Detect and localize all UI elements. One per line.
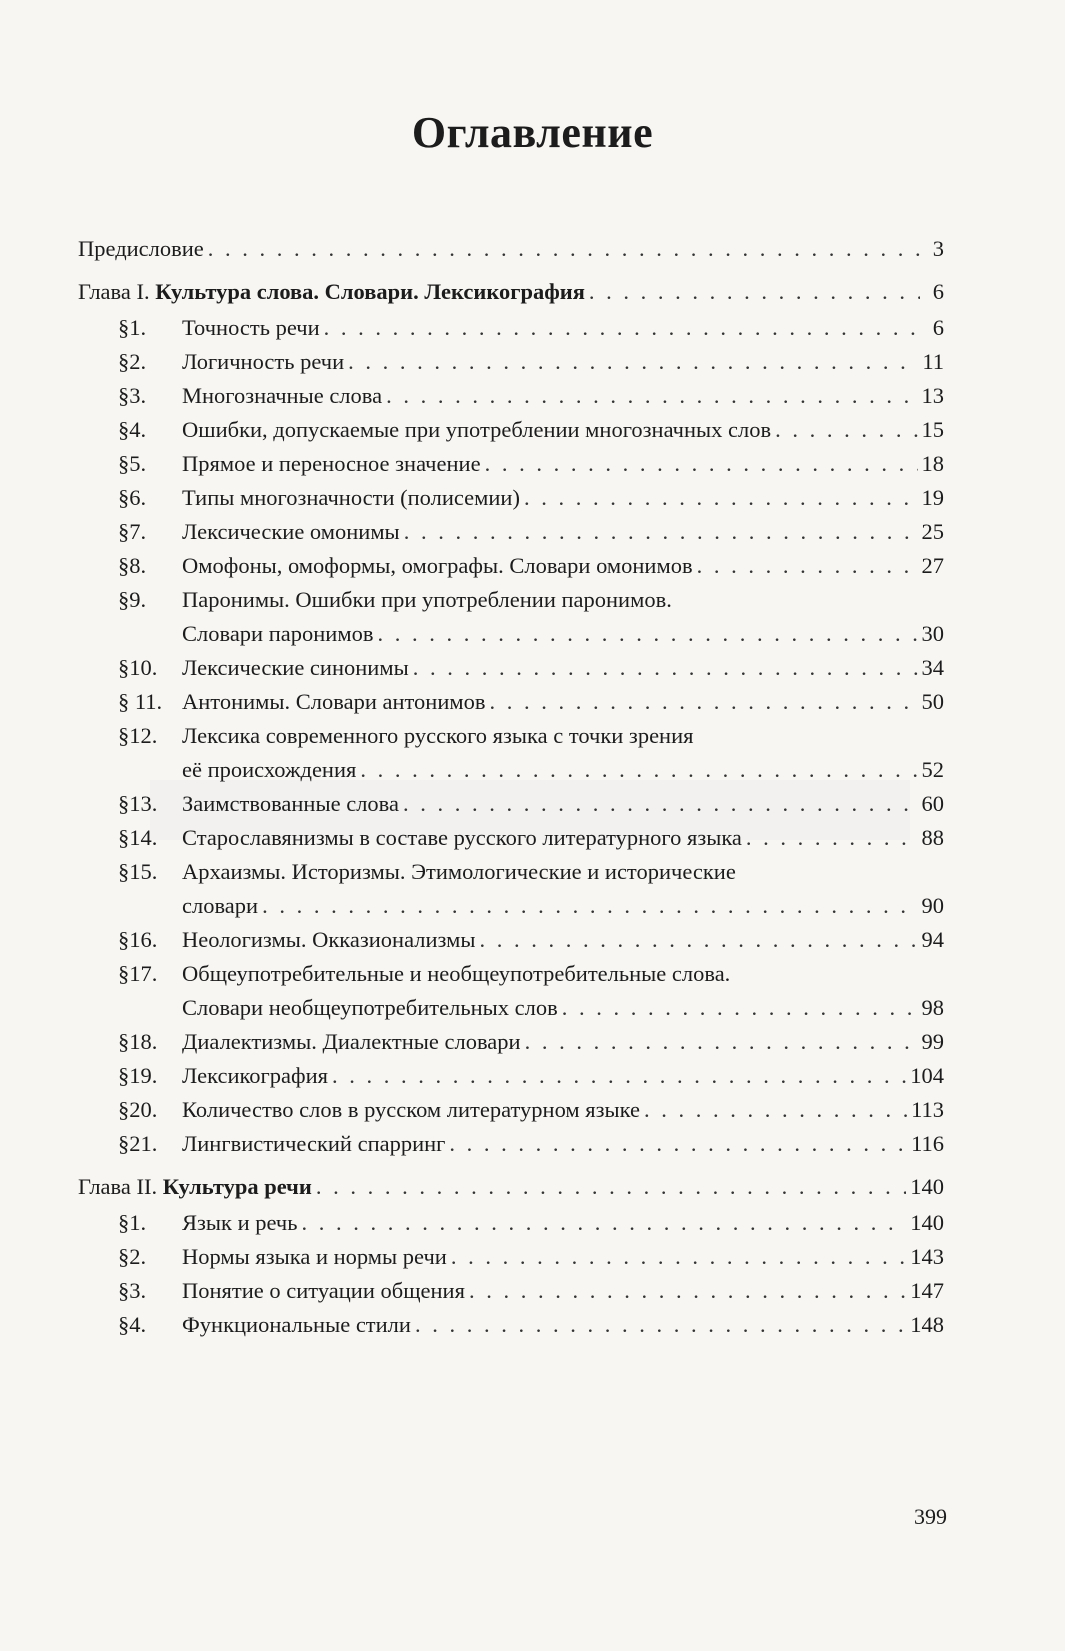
dot-leader — [589, 275, 920, 309]
section-label: Типы многозначности (полисемии) — [182, 485, 520, 510]
toc-section-row — [78, 413, 944, 447]
toc-section-row — [78, 311, 944, 345]
entry-page-number: 25 — [921, 519, 944, 544]
entry-page-number: 148 — [910, 1312, 944, 1337]
toc-section-row — [78, 855, 944, 889]
section-number: §1. — [118, 315, 147, 340]
entry-page-number: 11 — [922, 349, 944, 374]
toc-section-row — [78, 1025, 944, 1059]
chapter-prefix: Глава II. — [78, 1174, 163, 1199]
entry-page-number: 30 — [921, 621, 944, 646]
toc-section-row — [78, 821, 944, 855]
section-number: §20. — [118, 1097, 158, 1122]
section-label: Заимствованные слова — [182, 791, 399, 816]
section-number: §21. — [118, 1131, 158, 1156]
toc-section-row — [78, 685, 944, 719]
section-number: §8. — [118, 553, 147, 578]
dot-leader — [479, 923, 917, 957]
section-number: §14. — [118, 825, 158, 850]
toc-section-row — [78, 1206, 944, 1240]
section-number: §4. — [118, 1312, 147, 1337]
entry-page-number: 98 — [921, 995, 944, 1020]
entry-page-number: 15 — [921, 417, 944, 442]
entry-page-number: 13 — [921, 383, 944, 408]
section-label-continued: словари — [182, 893, 259, 918]
page-number: 399 — [914, 1504, 947, 1529]
section-number: §1. — [118, 1210, 147, 1235]
section-number: §2. — [118, 1244, 147, 1269]
section-label: Прямое и переносное значение — [182, 451, 481, 476]
section-number: §19. — [118, 1063, 158, 1088]
entry-page-number: 3 — [932, 236, 944, 261]
dot-leader — [413, 651, 918, 685]
section-label: Лексические омонимы — [182, 519, 400, 544]
section-number: §13. — [118, 791, 158, 816]
dot-leader — [348, 345, 918, 379]
section-label: Лексикография — [182, 1063, 328, 1088]
section-number: §3. — [118, 383, 147, 408]
toc-section-row — [78, 447, 944, 481]
toc-section-row — [78, 549, 944, 583]
section-number: § 11. — [118, 689, 163, 714]
section-label: Понятие о ситуации общения — [182, 1278, 465, 1303]
section-label: Логичность речи — [182, 349, 345, 374]
section-label: Язык и речь — [182, 1210, 298, 1235]
section-label: Ошибки, допускаемые при употреблении многозначных слов — [182, 417, 772, 442]
entry-page-number: 18 — [921, 451, 944, 476]
section-number: §6. — [118, 485, 147, 510]
dot-leader — [449, 1127, 907, 1161]
dot-leader — [469, 1274, 906, 1308]
dot-leader — [451, 1240, 906, 1274]
section-number: §3. — [118, 1278, 147, 1303]
section-number: §16. — [118, 927, 158, 952]
section-label: Многозначные слова — [182, 383, 383, 408]
page-title: Оглавление — [411, 108, 654, 157]
entry-page-number: 6 — [932, 315, 944, 340]
entry-page-number: 90 — [921, 893, 944, 918]
section-number: §17. — [118, 961, 158, 986]
dot-leader — [562, 991, 918, 1025]
entry-page-number: 140 — [910, 1174, 944, 1199]
toc-chapter-row — [78, 1170, 944, 1204]
entry-page-number: 19 — [921, 485, 944, 510]
section-label: Лингвистический спарринг — [182, 1131, 446, 1156]
section-label: Лексические синонимы — [182, 655, 409, 680]
section-label: Старославянизмы в составе русского литературного языка — [182, 825, 742, 850]
toc-section-row — [78, 719, 944, 753]
table-of-contents — [78, 232, 944, 1342]
toc-section-row — [78, 923, 944, 957]
chapter-label — [78, 1170, 312, 1204]
dot-leader — [525, 1025, 918, 1059]
toc-section-row — [78, 1240, 944, 1274]
section-number: §12. — [118, 723, 158, 748]
entry-page-number: 99 — [921, 1029, 944, 1054]
toc-section-row — [78, 1059, 944, 1093]
toc-front-row — [78, 232, 944, 266]
section-label-continued: Словари паронимов — [182, 621, 374, 646]
dot-leader — [746, 821, 918, 855]
entry-page-number: 116 — [911, 1131, 944, 1156]
section-number: §2. — [118, 349, 147, 374]
section-number: §7. — [118, 519, 147, 544]
section-label: Лексика современного русского языка с точки зрения — [182, 723, 694, 748]
entry-page-number: 147 — [910, 1278, 944, 1303]
entry-page-number: 52 — [921, 757, 944, 782]
entry-page-number: 140 — [910, 1210, 944, 1235]
dot-leader — [332, 1059, 906, 1093]
entry-label: Предисловие — [78, 236, 204, 261]
entry-page-number: 6 — [932, 279, 944, 304]
dot-leader — [485, 447, 918, 481]
entry-page-number: 50 — [921, 689, 944, 714]
toc-section-row — [78, 583, 944, 617]
chapter-title: Культура слова. Словари. Лексикография — [155, 279, 585, 304]
dot-leader — [386, 379, 917, 413]
entry-page-number: 94 — [921, 927, 944, 952]
chapter-title: Культура речи — [162, 1174, 312, 1199]
toc-section-continuation-row — [78, 617, 944, 651]
dot-leader — [262, 889, 917, 923]
dot-leader — [208, 232, 920, 266]
section-number: §10. — [118, 655, 158, 680]
section-label: Нормы языка и нормы речи — [182, 1244, 447, 1269]
toc-section-row — [78, 1093, 944, 1127]
dot-leader — [490, 685, 918, 719]
chapter-prefix: Глава I. — [78, 279, 156, 304]
toc-section-row — [78, 379, 944, 413]
toc-chapter-row — [78, 275, 944, 309]
dot-leader — [644, 1093, 907, 1127]
section-label: Количество слов в русском литературном языке — [182, 1097, 640, 1122]
entry-page-number: 60 — [921, 791, 944, 816]
toc-section-row — [78, 1308, 944, 1342]
dot-leader — [697, 549, 918, 583]
section-label: Точность речи — [182, 315, 320, 340]
section-label: Паронимы. Ошибки при употреблении паронимов. — [182, 587, 672, 612]
section-label: Архаизмы. Историзмы. Этимологические и исторические — [182, 859, 736, 884]
entry-page-number: 104 — [910, 1063, 944, 1088]
section-number: §4. — [118, 417, 147, 442]
toc-section-continuation-row — [78, 753, 944, 787]
dot-leader — [775, 413, 917, 447]
dot-leader — [403, 787, 918, 821]
dot-leader — [524, 481, 918, 515]
section-label: Общеупотребительные и необщеупотребительные слова. — [182, 961, 731, 986]
toc-section-row — [78, 957, 944, 991]
section-number: §5. — [118, 451, 147, 476]
dot-leader — [404, 515, 918, 549]
section-label-continued: Словари необщеупотребительных слов — [182, 995, 558, 1020]
section-label: Антонимы. Словари антонимов — [182, 689, 486, 714]
section-label: Неологизмы. Окказионализмы — [182, 927, 476, 952]
entry-page-number: 143 — [910, 1244, 944, 1269]
entry-page-number: 113 — [911, 1097, 944, 1122]
toc-section-row — [78, 1127, 944, 1161]
section-label: Омофоны, омоформы, омографы. Словари омонимов — [182, 553, 693, 578]
toc-section-row — [78, 651, 944, 685]
section-number: §15. — [118, 859, 158, 884]
section-label: Диалектизмы. Диалектные словари — [182, 1029, 521, 1054]
section-label: Функциональные стили — [182, 1312, 411, 1337]
section-number: §9. — [118, 587, 147, 612]
entry-page-number: 34 — [921, 655, 944, 680]
toc-section-row — [78, 481, 944, 515]
dot-leader — [316, 1170, 906, 1204]
toc-section-row — [78, 1274, 944, 1308]
section-label-continued: её происхождения — [182, 757, 357, 782]
entry-page-number: 88 — [921, 825, 944, 850]
dot-leader — [360, 753, 917, 787]
dot-leader — [377, 617, 917, 651]
toc-section-continuation-row — [78, 991, 944, 1025]
section-number: §18. — [118, 1029, 158, 1054]
dot-leader — [302, 1206, 907, 1240]
dot-leader — [324, 311, 920, 345]
chapter-label — [78, 275, 585, 309]
entry-page-number: 27 — [921, 553, 944, 578]
dot-leader — [415, 1308, 906, 1342]
toc-section-row — [78, 345, 944, 379]
toc-section-continuation-row — [78, 889, 944, 923]
toc-section-row — [78, 787, 944, 821]
toc-section-row — [78, 515, 944, 549]
